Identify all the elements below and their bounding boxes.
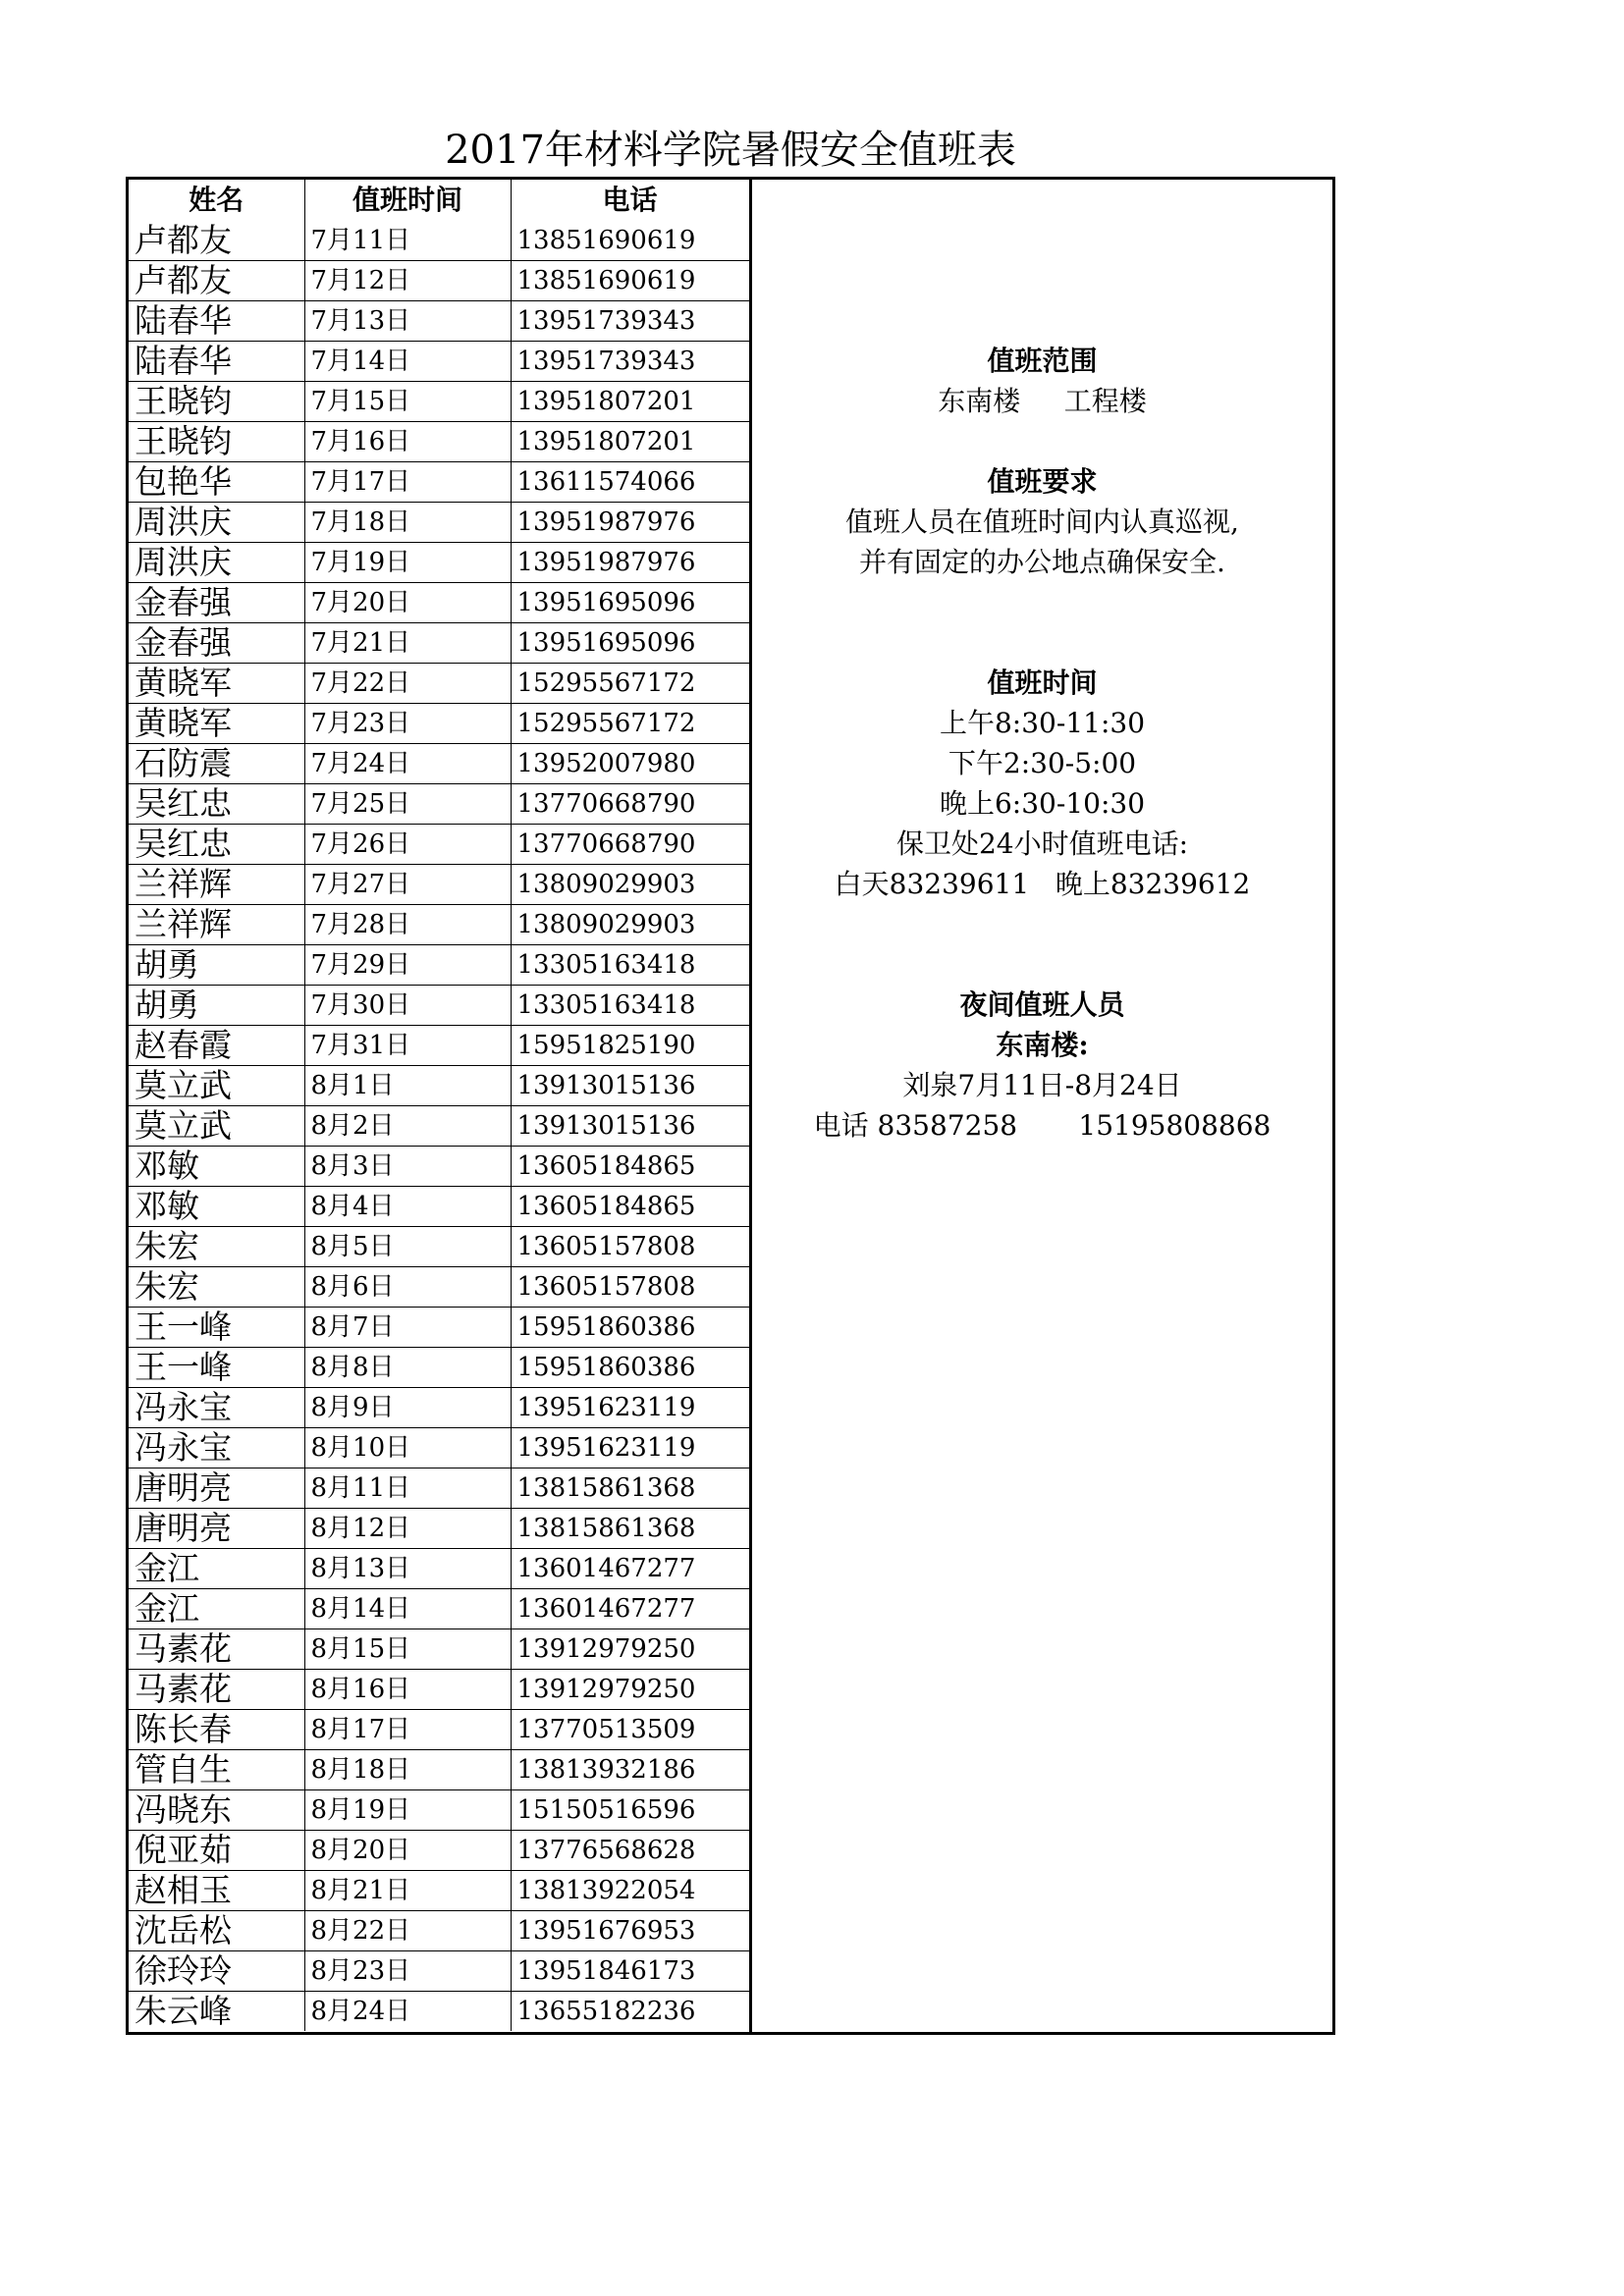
table-row (129, 944, 749, 985)
table-row (129, 1347, 749, 1387)
duty-phone-cell: 13809029903 (511, 904, 749, 944)
table-row (129, 300, 749, 341)
table-row (129, 1468, 749, 1508)
duty-date-cell: 7月12日 (304, 260, 511, 300)
duty-phone-cell: 13951623119 (511, 1387, 749, 1427)
duty-date-cell: 8月20日 (304, 1830, 511, 1870)
table-row (129, 1186, 749, 1226)
table-row (129, 1870, 749, 1910)
table-row (129, 341, 749, 381)
table-row (129, 582, 749, 622)
duty-date-cell: 8月12日 (304, 1508, 511, 1548)
column-header-duty-time: 值班时间 (304, 180, 511, 220)
duty-phone-cell: 13951987976 (511, 542, 749, 582)
column-header-name: 姓名 (129, 180, 304, 220)
table-row (129, 1950, 749, 1991)
duty-name-cell: 金春强 (129, 622, 304, 663)
duty-name-cell: 徐玲玲 (129, 1950, 304, 1991)
table-row (129, 663, 749, 703)
duty-date-cell: 7月24日 (304, 743, 511, 783)
table-row (129, 904, 749, 944)
duty-date-cell: 7月17日 (304, 461, 511, 502)
duty-date-cell: 8月17日 (304, 1709, 511, 1749)
duty-date-cell: 7月21日 (304, 622, 511, 663)
duty-date-cell: 8月5日 (304, 1226, 511, 1266)
duty-phone-cell: 13951695096 (511, 622, 749, 663)
table-row (129, 381, 749, 421)
duty-date-cell: 7月31日 (304, 1025, 511, 1065)
duty-name-cell: 莫立武 (129, 1105, 304, 1146)
duty-name-cell: 陆春华 (129, 341, 304, 381)
table-row (129, 421, 749, 461)
duty-date-cell: 7月15日 (304, 381, 511, 421)
scope-heading: 值班范围 (987, 345, 1098, 377)
duty-phone-cell: 13305163418 (511, 985, 749, 1025)
duty-date-cell: 8月24日 (304, 1991, 511, 2031)
duty-date-cell: 8月1日 (304, 1065, 511, 1105)
requirement-line-1: 值班人员在值班时间内认真巡视, (845, 506, 1239, 538)
duty-name-cell: 邓敏 (129, 1146, 304, 1186)
duty-date-cell: 7月13日 (304, 300, 511, 341)
duty-name-cell: 沈岳松 (129, 1910, 304, 1950)
security-phone-label: 保卫处24小时值班电话: (895, 828, 1189, 860)
duty-phone-cell: 13951987976 (511, 502, 749, 542)
duty-date-cell: 8月22日 (304, 1910, 511, 1950)
table-header-row (129, 180, 749, 220)
duty-date-cell: 8月11日 (304, 1468, 511, 1508)
time-morning: 上午8:30-11:30 (939, 707, 1146, 739)
duty-name-cell: 卢都友 (129, 260, 304, 300)
table-row (129, 1548, 749, 1588)
duty-date-cell: 8月7日 (304, 1307, 511, 1347)
requirement-line-2: 并有固定的办公地点确保安全. (859, 546, 1225, 578)
duty-phone-cell: 13851690619 (511, 220, 749, 260)
duty-name-cell: 马素花 (129, 1629, 304, 1669)
time-afternoon: 下午2:30-5:00 (947, 747, 1137, 779)
duty-phone-cell: 15150516596 (511, 1789, 749, 1830)
duty-name-cell: 周洪庆 (129, 542, 304, 582)
duty-name-cell: 金江 (129, 1588, 304, 1629)
table-row (129, 1830, 749, 1870)
table-row (129, 1629, 749, 1669)
duty-phone-cell: 13776568628 (511, 1830, 749, 1870)
table-row (129, 1991, 749, 2031)
duty-name-cell: 唐明亮 (129, 1508, 304, 1548)
table-row (129, 1749, 749, 1789)
table-row (129, 1146, 749, 1186)
duty-date-cell: 8月10日 (304, 1427, 511, 1468)
duty-name-cell: 黄晓军 (129, 703, 304, 743)
table-row (129, 985, 749, 1025)
duty-phone-cell: 13601467277 (511, 1588, 749, 1629)
duty-date-cell: 7月22日 (304, 663, 511, 703)
table-row (129, 1307, 749, 1347)
duty-name-cell: 朱宏 (129, 1226, 304, 1266)
duty-date-cell: 8月2日 (304, 1105, 511, 1146)
table-row (129, 824, 749, 864)
night-duty-building: 东南楼: (996, 1029, 1089, 1061)
info-panel (752, 180, 1332, 2032)
duty-name-cell: 冯永宝 (129, 1427, 304, 1468)
duty-phone-cell: 13813932186 (511, 1749, 749, 1789)
duty-date-cell: 8月3日 (304, 1146, 511, 1186)
table-row (129, 743, 749, 783)
duty-phone-cell: 13770668790 (511, 824, 749, 864)
duty-name-cell: 包艳华 (129, 461, 304, 502)
duty-name-cell: 莫立武 (129, 1065, 304, 1105)
duty-date-cell: 8月9日 (304, 1387, 511, 1427)
duty-phone-cell: 13951676953 (511, 1910, 749, 1950)
duty-date-cell: 7月19日 (304, 542, 511, 582)
duty-date-cell: 7月16日 (304, 421, 511, 461)
duty-table-body (129, 220, 749, 2031)
table-row (129, 1588, 749, 1629)
duty-phone-cell: 13951807201 (511, 381, 749, 421)
duty-phone-cell: 13951695096 (511, 582, 749, 622)
duty-name-cell: 金江 (129, 1548, 304, 1588)
duty-date-cell: 7月26日 (304, 824, 511, 864)
duty-phone-cell: 13770513509 (511, 1709, 749, 1749)
duty-phone-cell: 13605184865 (511, 1146, 749, 1186)
table-row (129, 1025, 749, 1065)
night-duty-heading: 夜间值班人员 (959, 988, 1125, 1021)
duty-date-cell: 8月14日 (304, 1588, 511, 1629)
night-duty-phone: 电话 83587258 15195808868 (813, 1109, 1272, 1142)
duty-name-cell: 冯晓东 (129, 1789, 304, 1830)
duty-name-cell: 唐明亮 (129, 1468, 304, 1508)
duty-date-cell: 7月28日 (304, 904, 511, 944)
duty-phone-cell: 13305163418 (511, 944, 749, 985)
table-row (129, 1709, 749, 1749)
column-header-phone: 电话 (511, 180, 749, 220)
duty-name-cell: 周洪庆 (129, 502, 304, 542)
table-row (129, 1226, 749, 1266)
duty-phone-cell: 13912979250 (511, 1629, 749, 1669)
duty-date-cell: 7月23日 (304, 703, 511, 743)
duty-date-cell: 7月11日 (304, 220, 511, 260)
table-row (129, 622, 749, 663)
duty-date-cell: 7月29日 (304, 944, 511, 985)
duty-date-cell: 8月6日 (304, 1266, 511, 1307)
duty-name-cell: 金春强 (129, 582, 304, 622)
duty-date-cell: 7月25日 (304, 783, 511, 824)
table-row (129, 1789, 749, 1830)
duty-phone-cell: 13912979250 (511, 1669, 749, 1709)
duty-phone-cell: 13809029903 (511, 864, 749, 904)
duty-name-cell: 胡勇 (129, 944, 304, 985)
table-row (129, 1910, 749, 1950)
duty-phone-cell: 13605157808 (511, 1266, 749, 1307)
duty-phone-cell: 13813922054 (511, 1870, 749, 1910)
duty-phone-cell: 13951807201 (511, 421, 749, 461)
duty-phone-cell: 13770668790 (511, 783, 749, 824)
duty-phone-cell: 13913015136 (511, 1105, 749, 1146)
duty-date-cell: 7月30日 (304, 985, 511, 1025)
duty-name-cell: 王晓钧 (129, 421, 304, 461)
duty-name-cell: 卢都友 (129, 220, 304, 260)
duty-date-cell: 7月18日 (304, 502, 511, 542)
duty-phone-cell: 13913015136 (511, 1065, 749, 1105)
duty-date-cell: 7月14日 (304, 341, 511, 381)
duty-phone-cell: 13851690619 (511, 260, 749, 300)
duty-phone-cell: 13815861368 (511, 1468, 749, 1508)
duty-date-cell: 8月8日 (304, 1347, 511, 1387)
time-evening: 晚上6:30-10:30 (939, 787, 1146, 820)
duty-phone-cell: 13605157808 (511, 1226, 749, 1266)
duty-name-cell: 马素花 (129, 1669, 304, 1709)
duty-name-cell: 兰祥辉 (129, 864, 304, 904)
duty-name-cell: 陆春华 (129, 300, 304, 341)
duty-name-cell: 倪亚茹 (129, 1830, 304, 1870)
duty-name-cell: 冯永宝 (129, 1387, 304, 1427)
duty-phone-cell: 13951739343 (511, 341, 749, 381)
duty-date-cell: 8月4日 (304, 1186, 511, 1226)
duty-date-cell: 8月21日 (304, 1870, 511, 1910)
duty-phone-cell: 13605184865 (511, 1186, 749, 1226)
duty-phone-cell: 13611574066 (511, 461, 749, 502)
duty-name-cell: 王一峰 (129, 1307, 304, 1347)
duty-phone-cell: 13655182236 (511, 1991, 749, 2031)
duty-name-cell: 赵春霞 (129, 1025, 304, 1065)
duty-name-cell: 吴红忠 (129, 783, 304, 824)
table-row (129, 461, 749, 502)
table-row (129, 1387, 749, 1427)
table-row (129, 502, 749, 542)
duty-date-cell: 7月20日 (304, 582, 511, 622)
scope-text: 东南楼 工程楼 (938, 385, 1147, 417)
duty-date-cell: 7月27日 (304, 864, 511, 904)
duty-date-cell: 8月13日 (304, 1548, 511, 1588)
page-title: 2017年材料学院暑假安全值班表 (445, 128, 1016, 173)
duty-date-cell: 8月18日 (304, 1749, 511, 1789)
duty-name-cell: 兰祥辉 (129, 904, 304, 944)
duty-name-cell: 朱宏 (129, 1266, 304, 1307)
duty-date-cell: 8月19日 (304, 1789, 511, 1830)
duty-phone-cell: 13815861368 (511, 1508, 749, 1548)
duty-name-cell: 王晓钧 (129, 381, 304, 421)
duty-name-cell: 管自生 (129, 1749, 304, 1789)
night-duty-person: 刘泉7月11日-8月24日 (902, 1069, 1182, 1101)
duty-phone-cell: 13601467277 (511, 1548, 749, 1588)
duty-name-cell: 赵相玉 (129, 1870, 304, 1910)
duty-phone-cell: 13951623119 (511, 1427, 749, 1468)
duty-name-cell: 陈长春 (129, 1709, 304, 1749)
duty-name-cell: 王一峰 (129, 1347, 304, 1387)
requirement-heading: 值班要求 (987, 465, 1098, 498)
table-row (129, 260, 749, 300)
table-row (129, 1065, 749, 1105)
duty-phone-cell: 15951860386 (511, 1307, 749, 1347)
duty-phone-cell: 15295567172 (511, 703, 749, 743)
table-row (129, 1508, 749, 1548)
table-row (129, 703, 749, 743)
duty-table (129, 180, 750, 2031)
security-phone-numbers: 白天83239611 晚上83239612 (834, 868, 1251, 900)
table-row (129, 1427, 749, 1468)
duty-phone-cell: 15951825190 (511, 1025, 749, 1065)
table-row (129, 783, 749, 824)
duty-name-cell: 石防震 (129, 743, 304, 783)
duty-phone-cell: 13952007980 (511, 743, 749, 783)
duty-name-cell: 胡勇 (129, 985, 304, 1025)
duty-date-cell: 8月15日 (304, 1629, 511, 1669)
table-row (129, 1669, 749, 1709)
duty-date-cell: 8月16日 (304, 1669, 511, 1709)
table-row (129, 220, 749, 260)
duty-date-cell: 8月23日 (304, 1950, 511, 1991)
duty-name-cell: 朱云峰 (129, 1991, 304, 2031)
duty-sheet (126, 177, 1335, 2035)
duty-phone-cell: 15295567172 (511, 663, 749, 703)
duty-name-cell: 吴红忠 (129, 824, 304, 864)
duty-name-cell: 邓敏 (129, 1186, 304, 1226)
table-row (129, 1266, 749, 1307)
table-row (129, 1105, 749, 1146)
duty-name-cell: 黄晓军 (129, 663, 304, 703)
table-row (129, 864, 749, 904)
duty-phone-cell: 13951846173 (511, 1950, 749, 1991)
duty-phone-cell: 15951860386 (511, 1347, 749, 1387)
duty-phone-cell: 13951739343 (511, 300, 749, 341)
time-heading: 值班时间 (987, 667, 1098, 699)
table-row (129, 542, 749, 582)
